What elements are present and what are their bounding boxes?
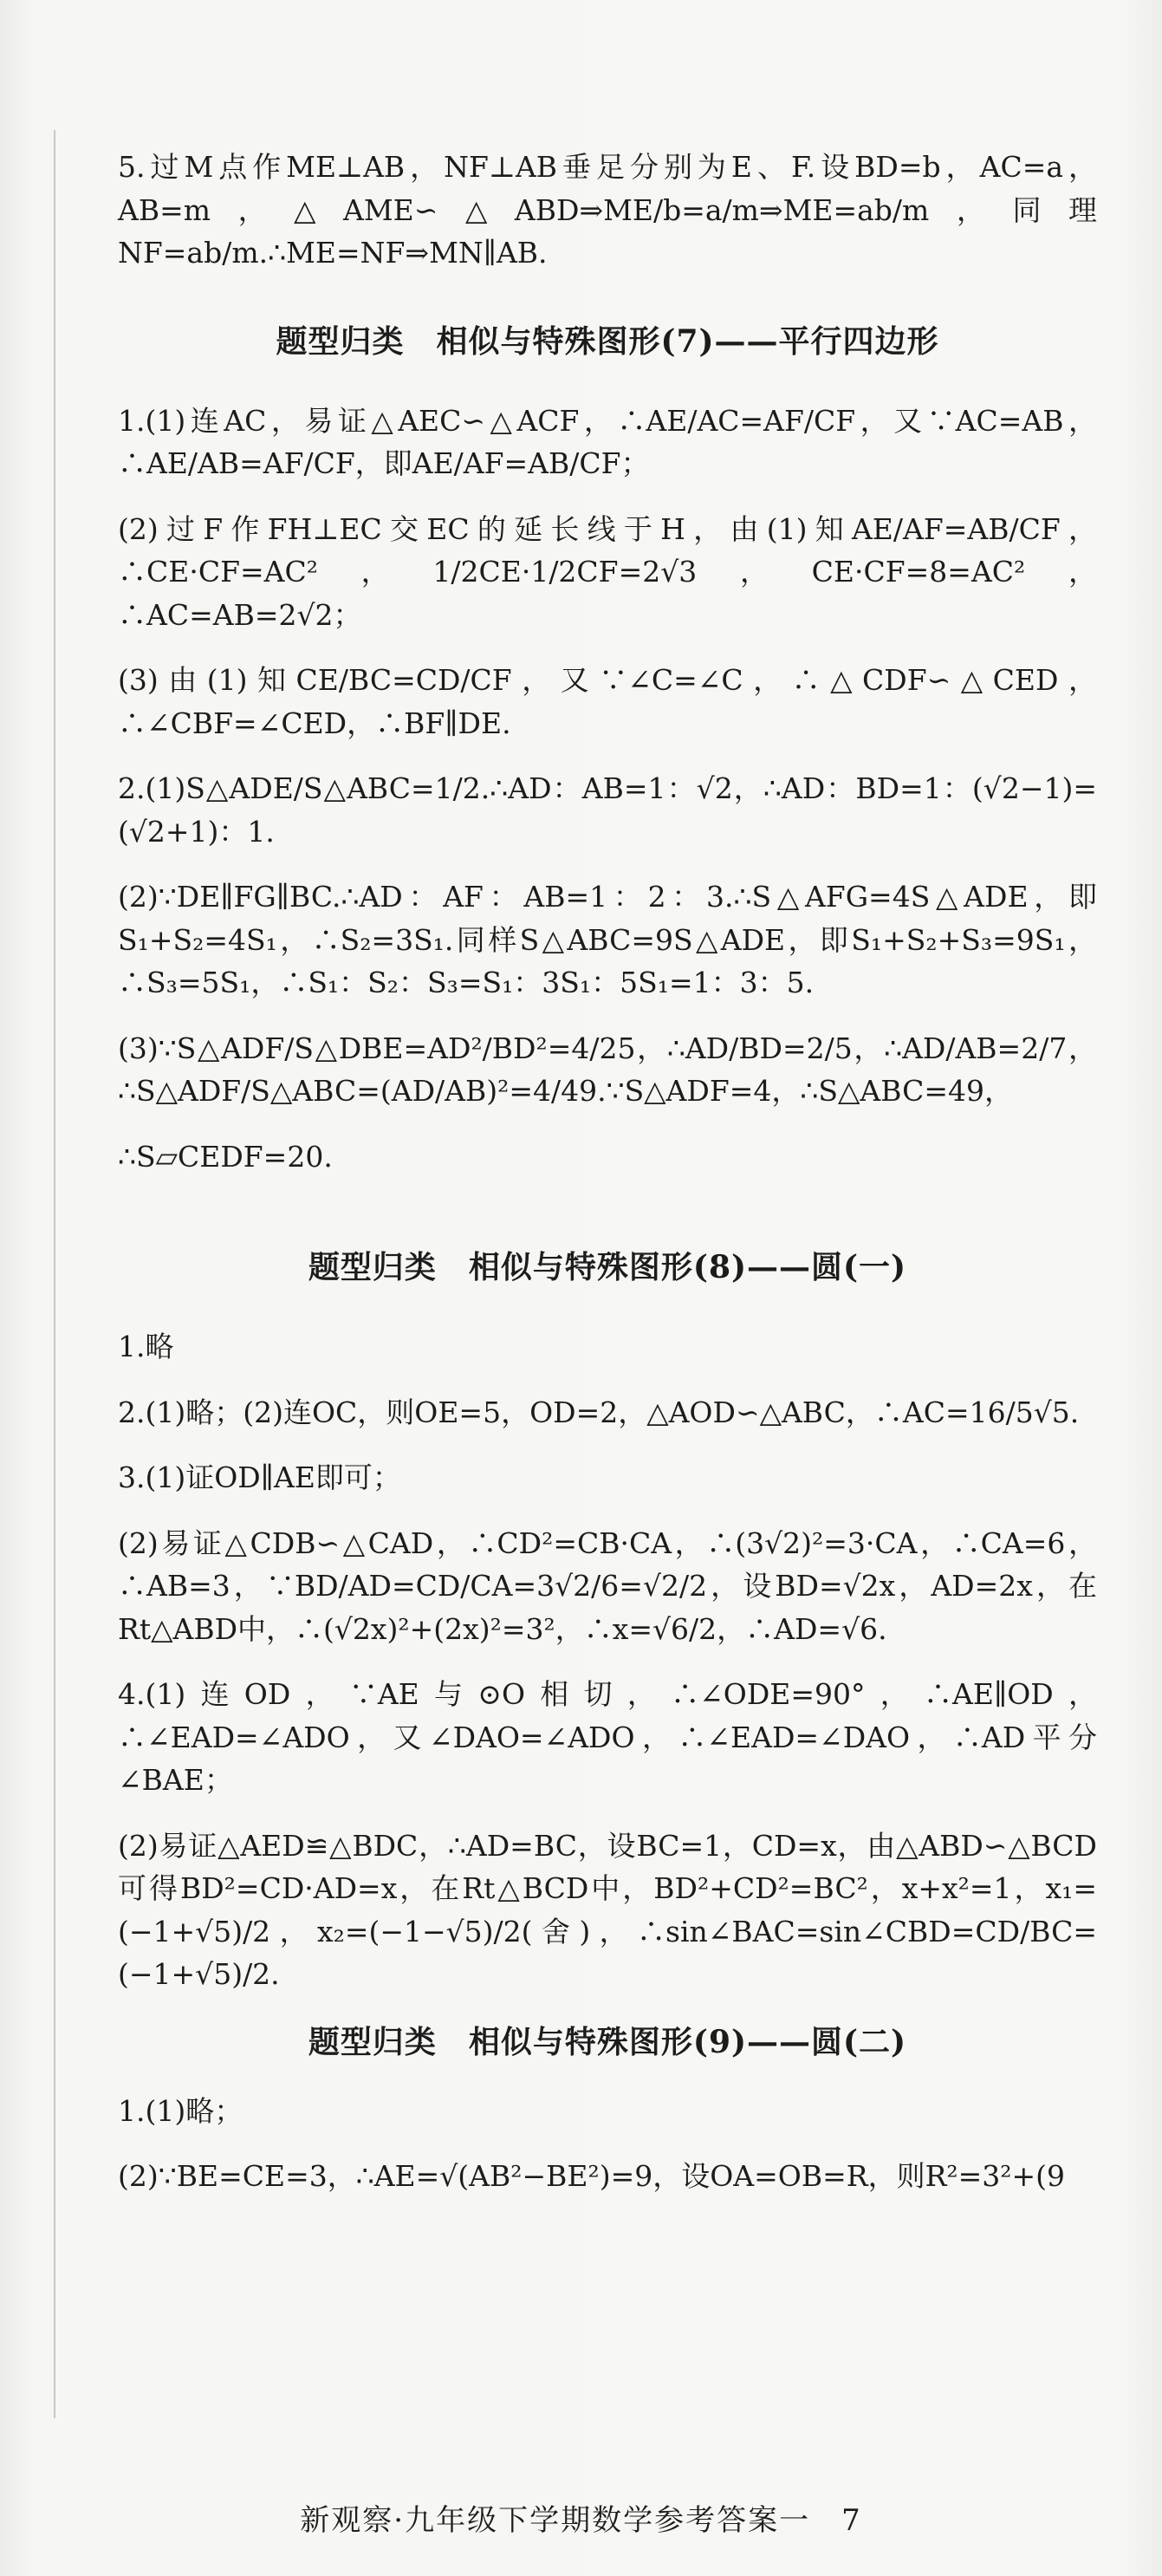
answer-9-1-2: (2)∵BE=CE=3，∴AE=√(AB²−BE²)=9，设OA=OB=R，则R²=3²+(9 — [118, 2159, 1066, 2193]
answer-7-1-3: (3)由(1)知CE/BC=CD/CF，又∵∠C=∠C，∴△CDF∽△CED，∴∠CBF=∠CED，∴BF∥DE. — [118, 663, 1097, 740]
answer-8-3-2: (2)易证△CDB∽△CAD，∴CD²=CB·CA，∴(3√2)²=3·CA，∴CA=6，∴AB=3，∵BD/AD=CD/CA=3√2/6=√2/2，设BD=√2x，AD=2x，在Rt△ABD中，∴(√2x)²+(2x)²=3²，∴x=√6/2，∴AD=√6. — [118, 1525, 1097, 1646]
section-title-8: 题型归类 相似与特殊图形(8)——圆(一) — [308, 1249, 907, 1285]
answer-content — [118, 146, 1097, 2221]
answer-8-4-1: 4.(1)连OD，∵AE与⊙O相切，∴∠ODE=90°，∴AE∥OD，∴∠EAD=∠ADO，又∠DAO=∠ADO，∴∠EAD=∠DAO，∴AD平分∠BAE； — [118, 1677, 1097, 1797]
answer-8-4-2: (2)易证△AED≌△BDC，∴AD=BC，设BC=1，CD=x，由△ABD∽△BCD可得BD²=CD·AD=x，在Rt△BCD中，BD²+CD²=BC²，x+x²=1，x₁=(−1+√5)/2，x₂=(−1−√5)/2(舍)，∴sin∠BAC=sin∠CBD=CD/BC=(−1+√5)/2. — [118, 1828, 1097, 1991]
answer-7-2-4: ∴S▱CEDF=20. — [118, 1139, 333, 1174]
answer-7-2-3: (3)∵S△ADF/S△DBE=AD²/BD²=4/25，∴AD/BD=2/5，∴AD/AB=2/7，∴S△ADF/S△ABC=(AD/AB)²=4/49.∵S△ADF=4，∴S△ABC=49， — [118, 1031, 1097, 1108]
answer-7-2-1: 2.(1)S△ADE/S△ABC=1/2.∴AD：AB=1：√2，∴AD：BD=1：(√2−1)=(√2+1)：1. — [118, 771, 1097, 849]
answer-8-3-1: 3.(1)证OD∥AE即可； — [118, 1460, 401, 1494]
section-title-9: 题型归类 相似与特殊图形(9)——圆(二) — [308, 2023, 907, 2060]
answer-8-2: 2.(1)略；(2)连OC，则OE=5，OD=2，△AOD∽△ABC，∴AC=16/5√5. — [118, 1395, 1080, 1429]
answer-7-1-1: 1.(1)连AC，易证△AEC∽△ACF，∴AE/AC=AF/CF，又∵AC=AB，∴AE/AB=AF/CF，即AE/AF=AB/CF； — [118, 403, 1097, 480]
answer-5-continued: 5.过M点作ME⊥AB，NF⊥AB垂足分别为E、F.设BD=b，AC=a，AB=m，△AME∽△ABD⇒ME/b=a/m⇒ME=ab/m，同理NF=ab/m.∴ME=NF⇒MN∥AB. — [118, 150, 1097, 270]
answer-9-1-1: 1.(1)略； — [118, 2093, 243, 2128]
answer-7-1-2: (2)过F作FH⊥EC交EC的延长线于H，由(1)知AE/AF=AB/CF，∴CE·CF=AC²，1/2CE·1/2CF=2√3，CE·CF=8=AC²，∴AC=AB=2√2； — [118, 511, 1097, 632]
page-footer: 新观察·九年级下学期数学参考答案一 7 — [300, 2503, 862, 2538]
margin-rule — [54, 130, 55, 2418]
answer-7-2-2: (2)∵DE∥FG∥BC.∴AD：AF：AB=1：2：3.∴S△AFG=4S△ADE，即S₁+S₂=4S₁，∴S₂=3S₁.同样S△ABC=9S△ADE，即S₁+S₂+S₃=9S₁，∴S₃=5S₁，∴S₁：S₂：S₃=S₁：3S₁：5S₁=1：3：5. — [118, 880, 1097, 999]
section-title-7: 题型归类 相似与特殊图形(7)——平行四边形 — [276, 322, 939, 360]
answer-8-1: 1.略 — [118, 1330, 174, 1363]
